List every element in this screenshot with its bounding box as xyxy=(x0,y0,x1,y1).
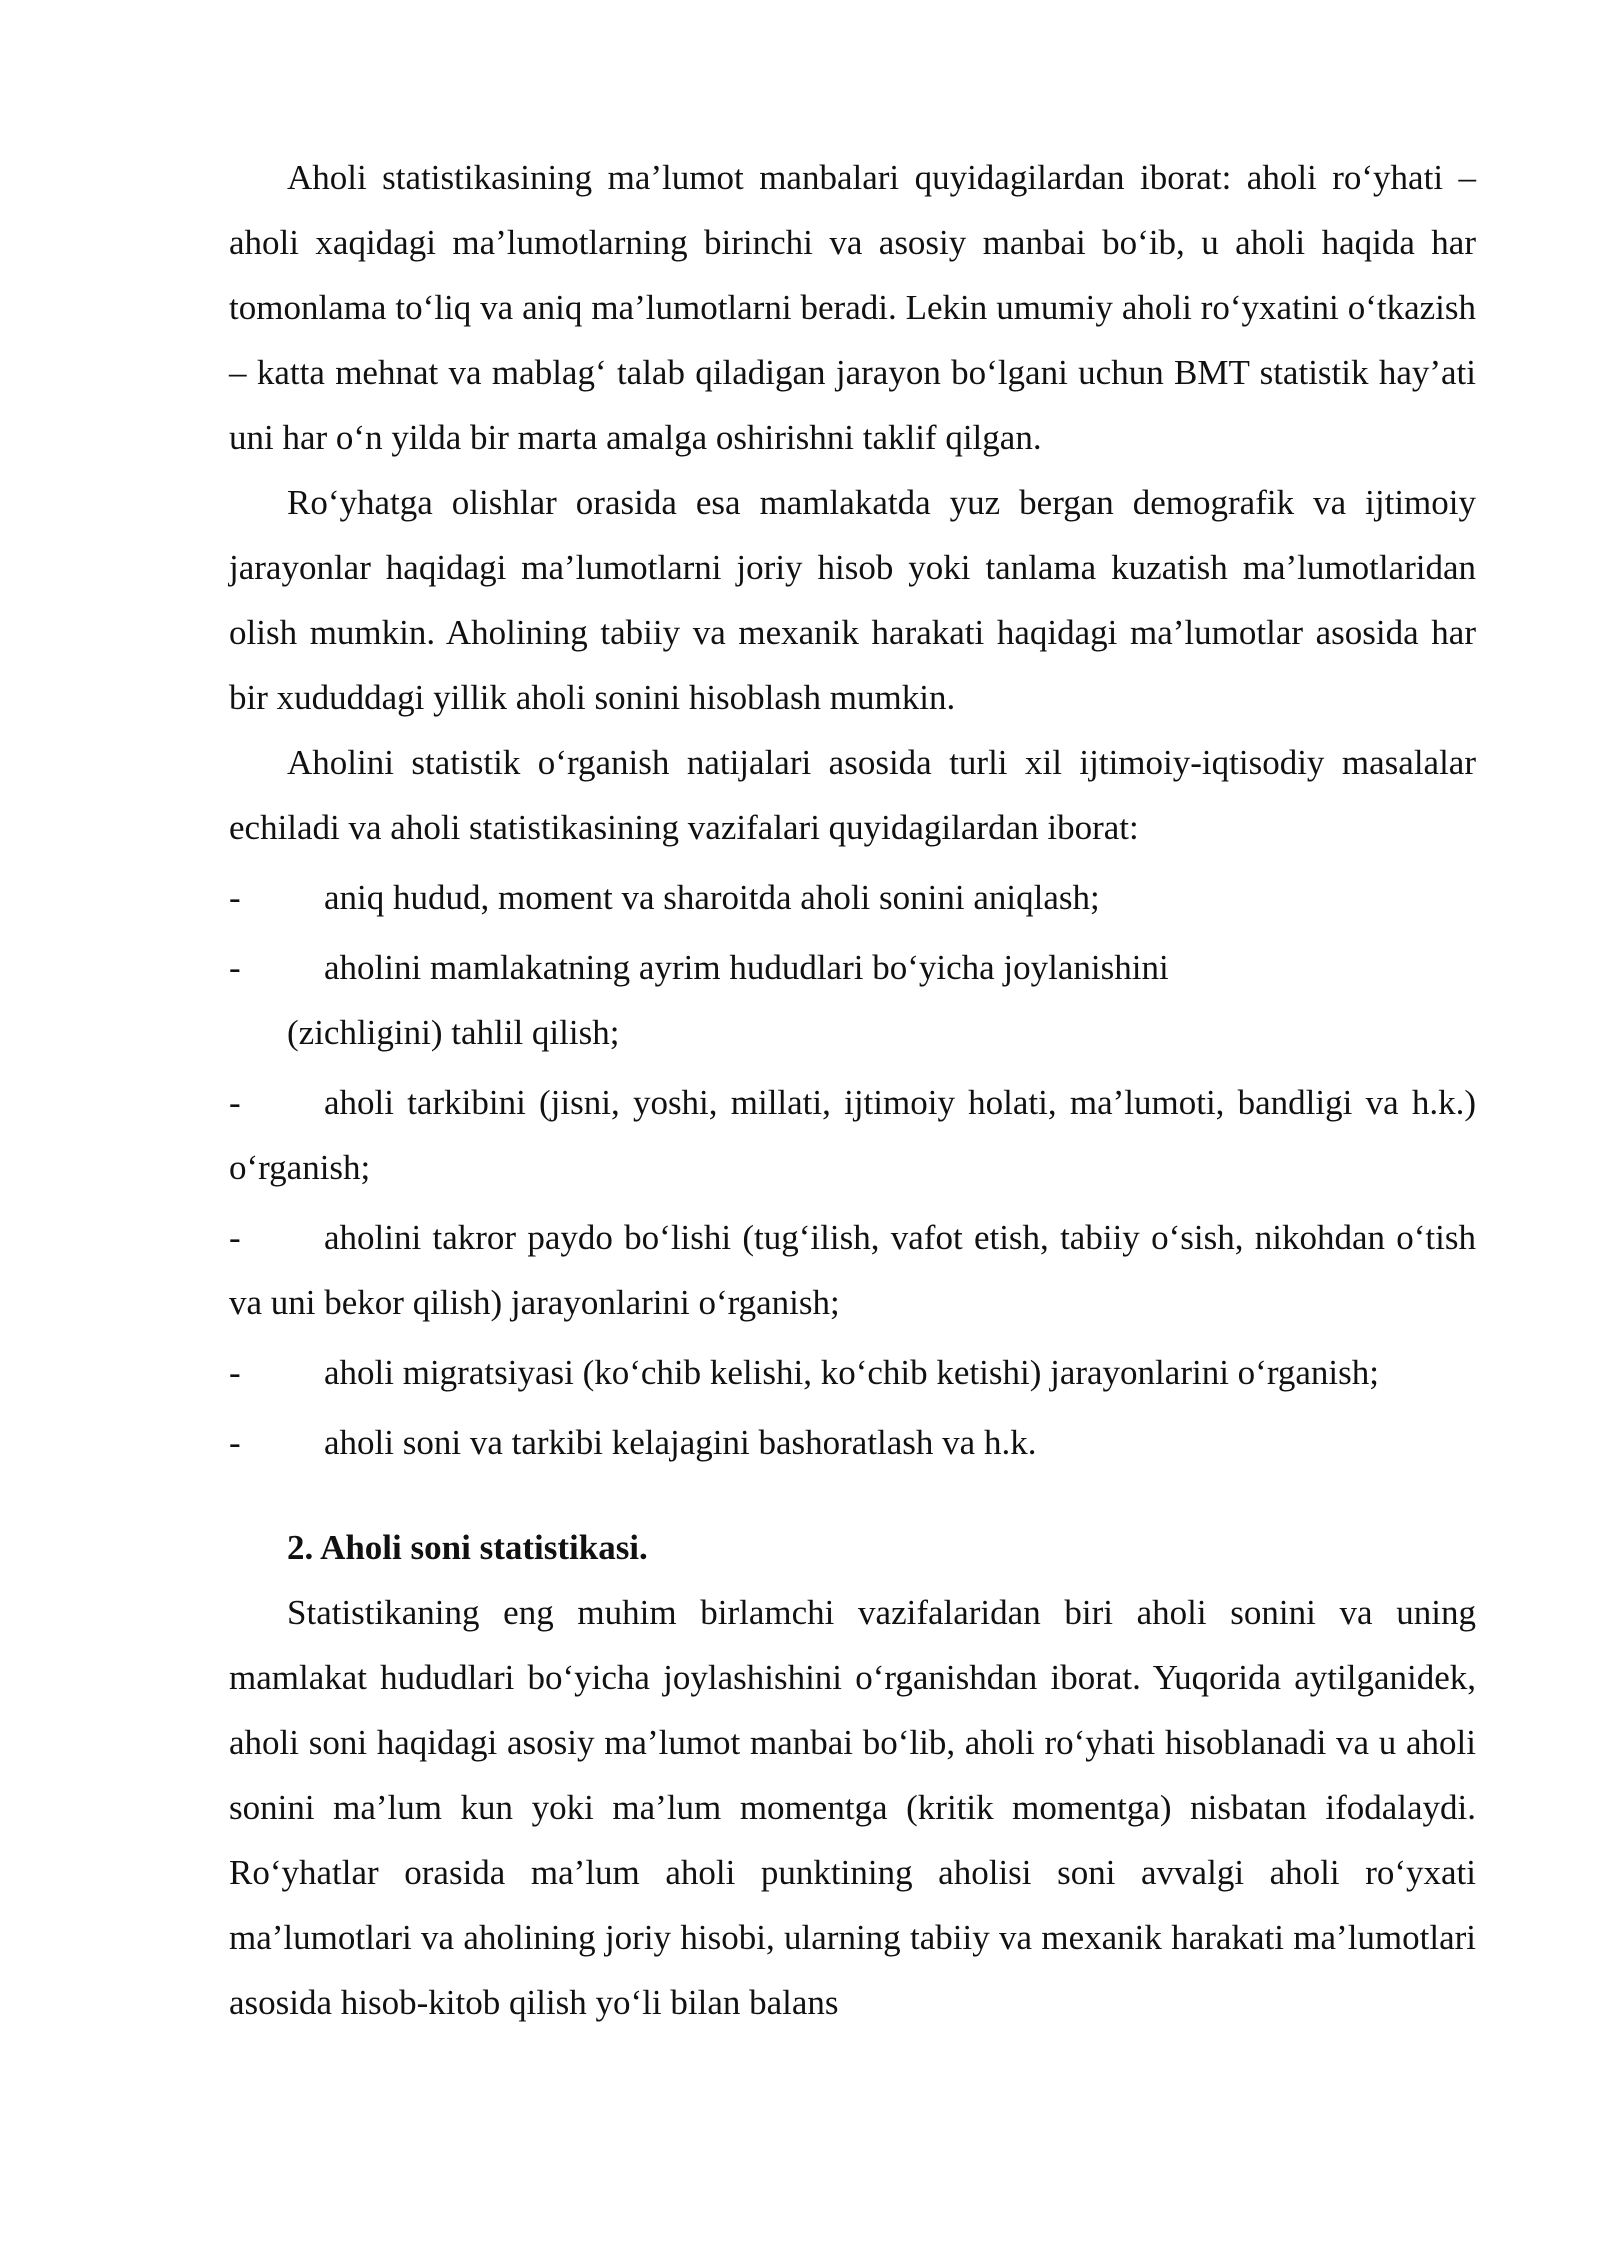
list-item-text: aholi tarkibini (jisni, yoshi, millati, ijtimoiy holati, ma’lumoti, bandligi va h.k.) o‘rganish; xyxy=(229,1083,1476,1187)
section-spacer xyxy=(229,1475,1476,1515)
paragraph-between-censuses: Ro‘yhatga olishlar orasida esa mamlakatda yuz bergan demografik va ijtimoiy jarayonlar haqidagi ma’lumotlarni joriy hisob yoki tanlama kuzatish ma’lumotlaridan olish mumkin. Aholining tabiiy va mexanik harakati haqidagi ma’lumotlar asosida har bir xududdagi yillik aholi sonini hisoblash mumkin. xyxy=(229,483,1476,717)
list-item-text-continuation: (zichligini) tahlil qilish; xyxy=(287,1013,620,1052)
list-dash: - xyxy=(229,948,241,987)
list-item xyxy=(229,865,1476,930)
list-item xyxy=(229,1205,1476,1335)
paragraph-data-sources: Aholi statistikasining ma’lumot manbalari quyidagilardan iborat: aholi ro‘yhati – aholi xaqidagi ma’lumotlarning birinchi va asosiy manbai bo‘ib, u aholi haqida har tomonlama to‘liq va aniq ma’lumotlarni beradi. Lekin umumiy aholi ro‘yxatini o‘tkazish – katta mehnat va mablag‘ talab qiladigan jarayon bo‘lgani uchun BMT statistik hay’ati uni har o‘n yilda bir marta amalga oshirishni taklif qilgan. xyxy=(229,158,1476,457)
list-dash: - xyxy=(229,1218,241,1257)
list-item xyxy=(229,935,1476,1065)
list-dash: - xyxy=(229,1083,241,1122)
list-item-text: aniq hudud, moment va sharoitda aholi sonini aniqlash; xyxy=(324,878,1100,917)
list-item-text: aholi soni va tarkibi kelajagini bashoratlash va h.k. xyxy=(324,1423,1037,1462)
list-dash: - xyxy=(229,1353,241,1392)
list-item-text: aholini mamlakatning ayrim hududlari bo‘yicha joylanishini xyxy=(324,948,1169,987)
list-item xyxy=(229,1070,1476,1200)
list-item-text: aholi migratsiyasi (ko‘chib kelishi, ko‘chib ketishi) jarayonlarini o‘rganish; xyxy=(324,1353,1379,1392)
list-item-text: aholini takror paydo bo‘lishi (tug‘ilish, vafot etish, tabiiy o‘sish, nikohdan o‘tish va uni bekor qilish) jarayonlarini o‘rganish; xyxy=(229,1218,1476,1322)
list-item xyxy=(229,1410,1476,1475)
list-dash: - xyxy=(229,1423,241,1462)
paragraph-tasks-intro: Aholini statistik o‘rganish natijalari asosida turli xil ijtimoiy-iqtisodiy masalalar echiladi va aholi statistikasining vazifalari quyidagilardan iborat: xyxy=(229,743,1476,847)
document-body xyxy=(229,145,1476,2035)
paragraph-population-size: Statistikaning eng muhim birlamchi vazifalaridan biri aholi sonini va uning mamlakat hududlari bo‘yicha joylashishini o‘rganishdan iborat. Yuqorida aytilganidek, aholi soni haqidagi asosiy ma’lumot manbai bo‘lib, aholi ro‘yhati hisoblanadi va u aholi sonini ma’lum kun yoki ma’lum momentga (kritik momentga) nisbatan ifodalaydi. Ro‘yhatlar orasida ma’lum aholi punktining aholisi soni avvalgi aholi ro‘yxati ma’lumotlari va aholining joriy hisobi, ularning tabiiy va mexanik harakati ma’lumotlari asosida hisob-kitob qilish yo‘li bilan balans xyxy=(229,1593,1476,2022)
list-dash: - xyxy=(229,878,241,917)
section-heading: 2. Aholi soni statistikasi. xyxy=(287,1528,648,1567)
list-item xyxy=(229,1340,1476,1405)
